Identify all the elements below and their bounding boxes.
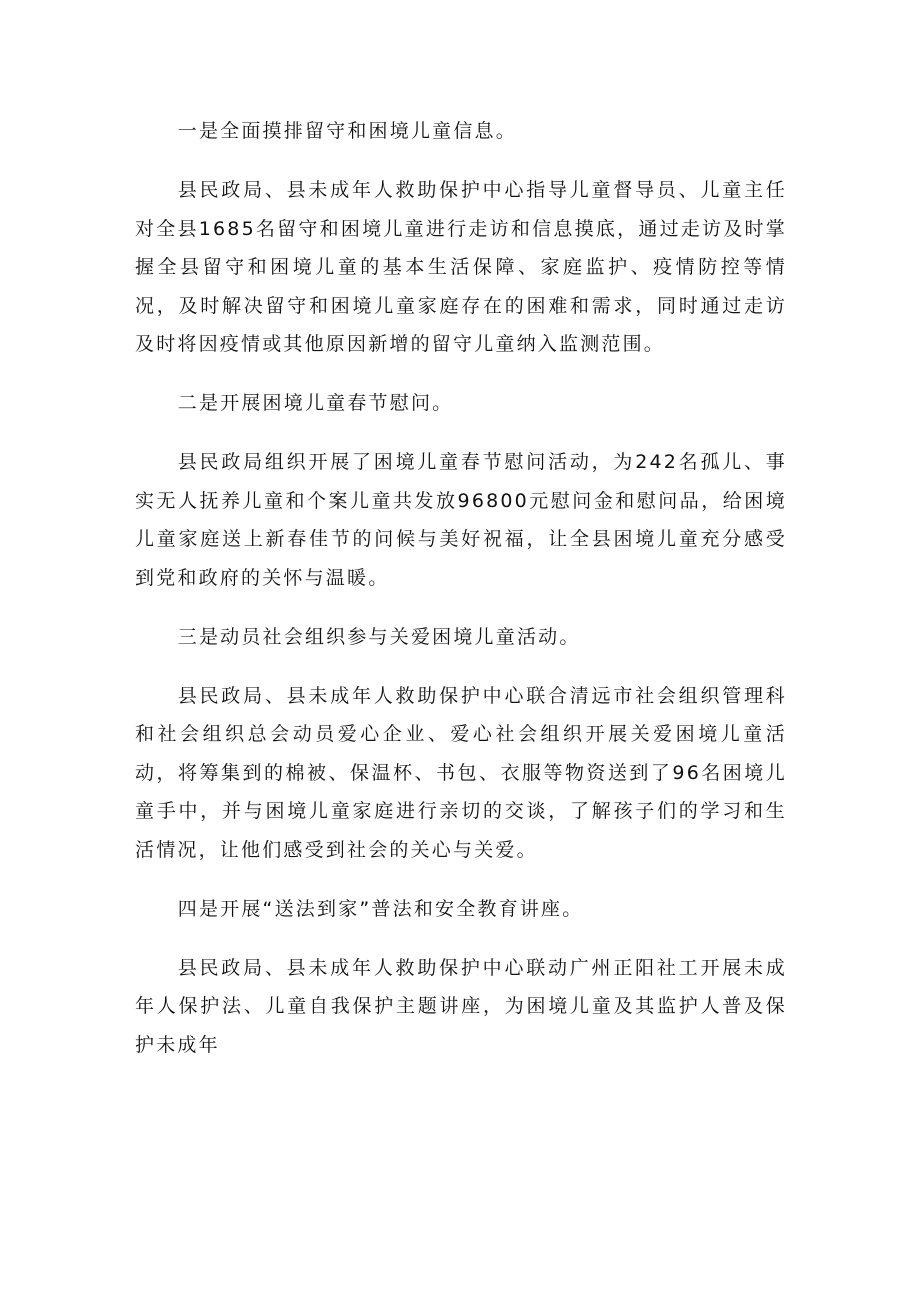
section-paragraph-2: 县民政局组织开展了困境儿童春节慰问活动，为242名孤儿、事实无人抚养儿童和个案儿童共发放96800元慰问金和慰问品，给困境儿童家庭送上新春佳节的问候与美好祝福，让全县困境儿童充分感受到党和政府的关怀与温暖。 xyxy=(135,451,787,589)
section-paragraph-3: 县民政局、县未成年人救助保护中心联合清远市社会组织管理科和社会组织总会动员爱心企业、爱心社会组织开展关爱困境儿童活动，将筹集到的棉被、保温杯、书包、衣服等物资送到了96名困境儿童手中，并与困境儿童家庭进行亲切的交谈，了解孩子们的学习和生活情况，让他们感受到社会的关心与关爱。 xyxy=(135,684,787,861)
section-paragraph-1: 县民政局、县未成年人救助保护中心指导儿童督导员、儿童主任对全县1685名留守和困境儿童进行走访和信息摸底，通过走访及时掌握全县留守和困境儿童的基本生活保障、家庭监护、疫情防控等情况，及时解决留守和困境儿童家庭存在的困难和需求，同时通过走访及时将因疫情或其他原因新增的留守儿童纳入监测范围。 xyxy=(135,179,787,355)
section-heading-3: 三是动员社会组织参与关爱困境儿童活动。 xyxy=(177,625,581,648)
section-heading-2: 二是开展困境儿童春节慰问。 xyxy=(177,392,454,414)
section-heading-4: 四是开展“送法到家”普法和安全教育讲座。 xyxy=(177,897,584,920)
section-paragraph-4: 县民政局、县未成年人救助保护中心联动广州正阳社工开展未成年人保护法、儿童自我保护主题讲座，为困境儿童及其监护人普及保护未成年 xyxy=(135,956,787,1056)
document-body xyxy=(135,112,787,1085)
section-heading-1: 一是全面摸排留守和困境儿童信息。 xyxy=(177,120,517,142)
